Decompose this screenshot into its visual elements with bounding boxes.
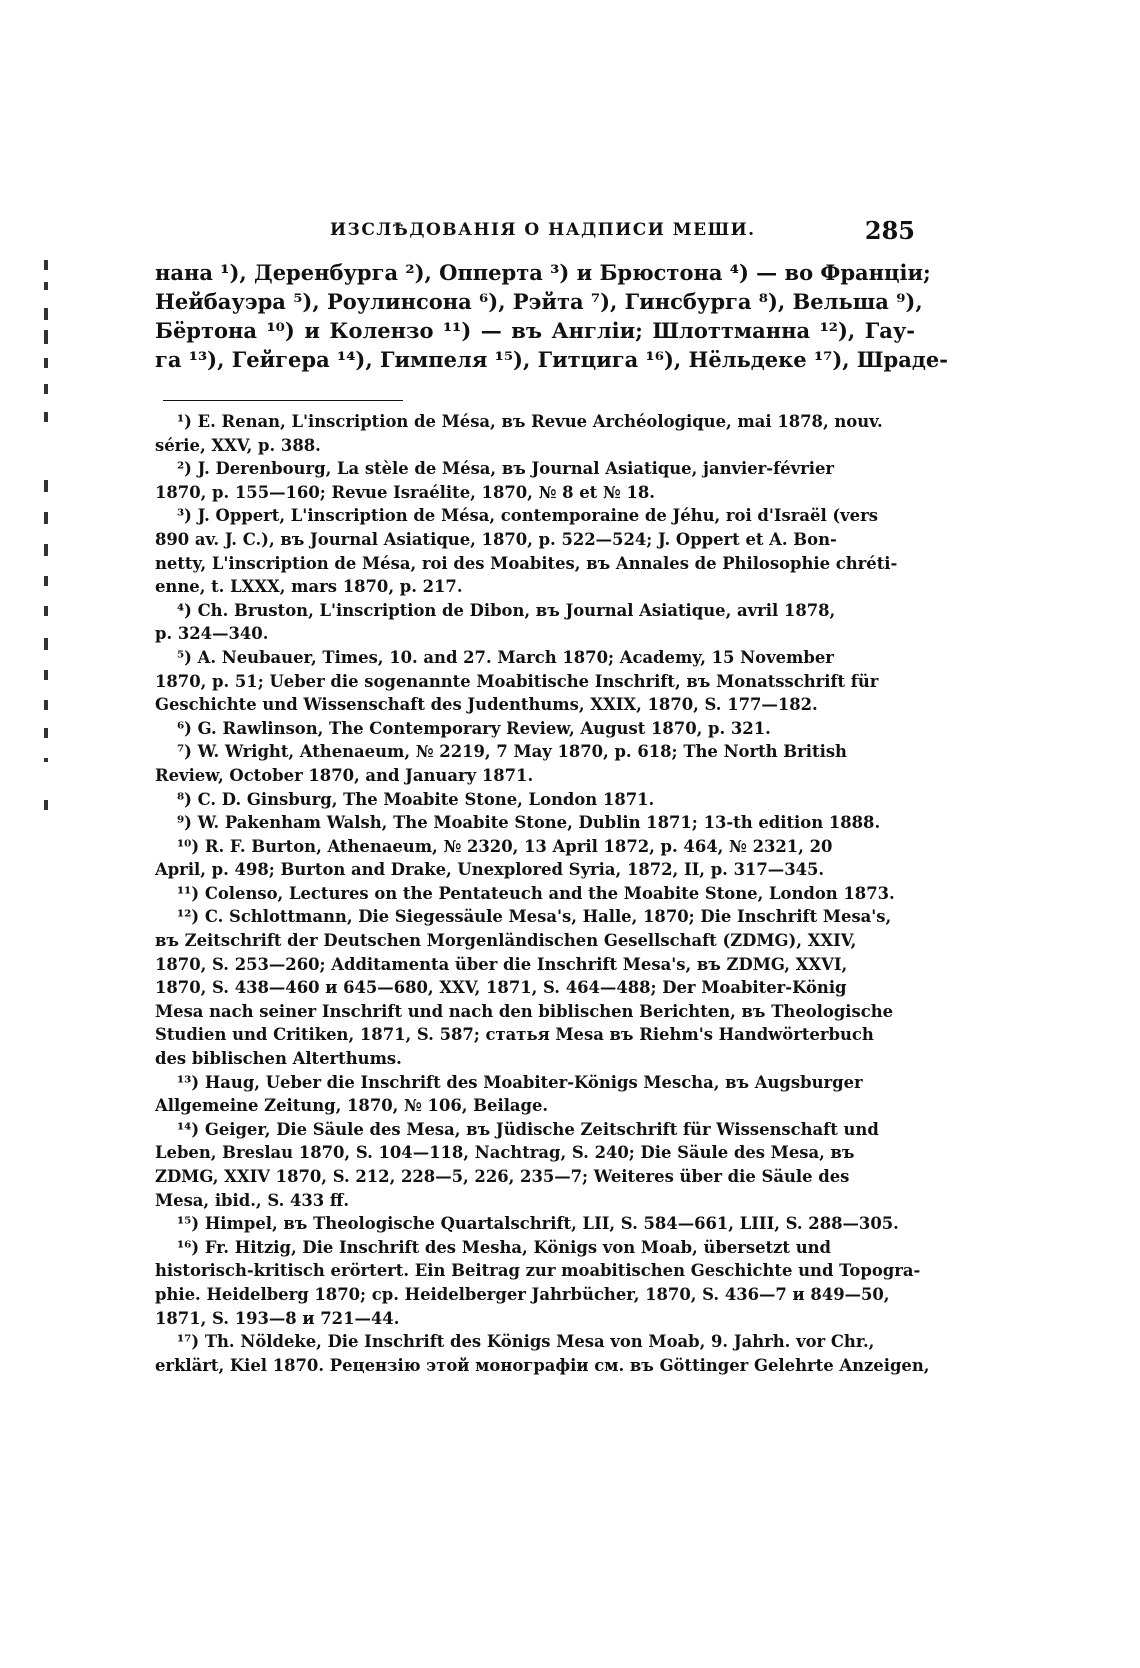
footnote-line: ¹²) C. Schlottmann, Die Siegessäule Mesa's, Halle, 1870; Die Inschrift Mesa's,: [177, 907, 892, 927]
footnote-line: Geschichte und Wissenschaft des Judenthums, XXIX, 1870, S. 177—182.: [155, 695, 818, 715]
footnote-line: 1870, p. 51; Ueber die sogenannte Moabitische Inschrift, въ Monatsschrift für: [155, 671, 879, 691]
footnote-line: enne, t. LXXX, mars 1870, p. 217.: [155, 577, 463, 597]
footnote-line: ²) J. Derenbourg, La stèle de Mésa, въ Journal Asiatique, janvier-février: [177, 459, 835, 479]
footnote-line: ⁷) W. Wright, Athenaeum, № 2219, 7 May 1870, p. 618; The North British: [177, 742, 847, 762]
footnote-line: April, p. 498; Burton and Drake, Unexplored Syria, 1872, II, p. 317—345.: [155, 860, 825, 880]
text-line: Бёртона ¹⁰) и Колензо ¹¹) — въ Англіи; Шлоттманна ¹²), Гау-: [155, 318, 915, 343]
margin-bleed-marks: [38, 250, 62, 850]
footnote-line: 1870, p. 155—160; Revue Israélite, 1870, № 8 et № 18.: [155, 482, 655, 502]
footnote-line: Studien und Critiken, 1871, S. 587; статья Mesa въ Riehm's Handwörterbuch: [155, 1025, 874, 1045]
footnote-line: série, XXV, p. 388.: [155, 435, 321, 455]
footnote-line: ⁵) A. Neubauer, Times, 10. and 27. March 1870; Academy, 15 November: [177, 647, 834, 667]
footnote-line: erklärt, Kiel 1870. Рецензію этой монографіи см. въ Göttinger Gelehrte Anzeigen,: [155, 1355, 930, 1375]
footnote-line: ⁶) G. Rawlinson, The Contemporary Review, August 1870, p. 321.: [177, 718, 771, 738]
footnote-line: 1870, S. 438—460 и 645—680, XXV, 1871, S. 464—488; Der Moabiter-König: [155, 978, 847, 998]
text-line: га ¹³), Гейгера ¹⁴), Гимпеля ¹⁵), Гитцига ¹⁶), Нёльдеке ¹⁷), Шраде-: [155, 347, 948, 372]
footnote-line: ¹⁴) Geiger, Die Säule des Mesa, въ Jüdische Zeitschrift für Wissenschaft und: [177, 1119, 879, 1139]
footnote-line: ⁴) Ch. Bruston, L'inscription de Dibon, въ Journal Asiatique, avril 1878,: [177, 600, 836, 620]
footnote-line: 890 av. J. C.), въ Journal Asiatique, 1870, p. 522—524; J. Oppert et A. Bon-: [155, 529, 837, 549]
footnote-line: ¹¹) Colenso, Lectures on the Pentateuch and the Moabite Stone, London 1873.: [177, 883, 895, 903]
footnote-line: 1871, S. 193—8 и 721—44.: [155, 1308, 400, 1328]
running-title: ИЗСЛѢДОВАНІЯ О НАДПИСИ МЕШИ.: [330, 220, 756, 240]
footnote-line: ¹) E. Renan, L'inscription de Mésa, въ Revue Archéologique, mai 1878, nouv.: [177, 412, 883, 431]
footnote-rule: [163, 400, 403, 401]
footnote-line: Leben, Breslau 1870, S. 104—118, Nachtrag, S. 240; Die Säule des Mesa, въ: [155, 1143, 855, 1163]
footnote-line: phie. Heidelberg 1870; ср. Heidelberger Jahrbücher, 1870, S. 436—7 и 849—50,: [155, 1284, 890, 1304]
page-number: 285: [864, 216, 915, 245]
footnote-line: въ Zeitschrift der Deutschen Morgenländischen Gesellschaft (ZDMG), XXIV,: [155, 931, 857, 951]
footnote-line: ³) J. Oppert, L'inscription de Mésa, contemporaine de Jéhu, roi d'Israël (vers: [177, 506, 878, 526]
footnote-line: p. 324—340.: [155, 624, 269, 644]
footnote-line: ¹⁵) Himpel, въ Theologische Quartalschrift, LII, S. 584—661, LIII, S. 288—305.: [177, 1214, 899, 1234]
footnote-line: ⁹) W. Pakenham Walsh, The Moabite Stone, Dublin 1871; 13-th edition 1888.: [177, 813, 881, 833]
footnote-line: ¹⁶) Fr. Hitzig, Die Inschrift des Mesha, Königs von Moab, übersetzt und: [177, 1237, 831, 1257]
footnote-line: 1870, S. 253—260; Additamenta über die Inschrift Mesa's, въ ZDMG, XXVI,: [155, 954, 848, 974]
text-line: Нейбауэра ⁵), Роулинсона ⁶), Рэйта ⁷), Гинсбурга ⁸), Вельша ⁹),: [155, 289, 923, 314]
main-text: [155, 258, 948, 374]
text-line: нана ¹), Деренбурга ²), Опперта ³) и Брюстона ⁴) — во Франціи;: [155, 260, 931, 285]
footnote-line: des biblischen Alterthums.: [155, 1049, 402, 1069]
footnote-line: ¹⁰) R. F. Burton, Athenaeum, № 2320, 13 April 1872, p. 464, № 2321, 20: [177, 836, 833, 856]
footnote-line: ¹³) Haug, Ueber die Inschrift des Moabiter-Königs Mescha, въ Augsburger: [177, 1072, 863, 1092]
footnote-line: Allgemeine Zeitung, 1870, № 106, Beilage.: [155, 1096, 549, 1116]
footnote-line: Mesa nach seiner Inschrift und nach den biblischen Berichten, въ Theologische: [155, 1001, 894, 1021]
footnote-line: ⁸) C. D. Ginsburg, The Moabite Stone, London 1871.: [177, 789, 655, 809]
footnote-line: ZDMG, XXIV 1870, S. 212, 228—5, 226, 235—7; Weiteres über die Säule des: [155, 1167, 850, 1186]
footnote-line: Review, October 1870, and January 1871.: [155, 765, 534, 785]
footnote-line: historisch-kritisch erörtert. Ein Beitrag zur moabitischen Geschichte und Topogra-: [155, 1261, 921, 1281]
footnote-line: ¹⁷) Th. Nöldeke, Die Inschrift des Königs Mesa von Moab, 9. Jahrh. vor Chr.,: [177, 1332, 875, 1352]
running-header: [155, 216, 915, 250]
footnote-line: Mesa, ibid., S. 433 ff.: [155, 1190, 350, 1210]
footnote-line: netty, L'inscription de Mésa, roi des Moabites, въ Annales de Philosophie chréti-: [155, 553, 898, 573]
footnotes: [155, 410, 930, 1377]
